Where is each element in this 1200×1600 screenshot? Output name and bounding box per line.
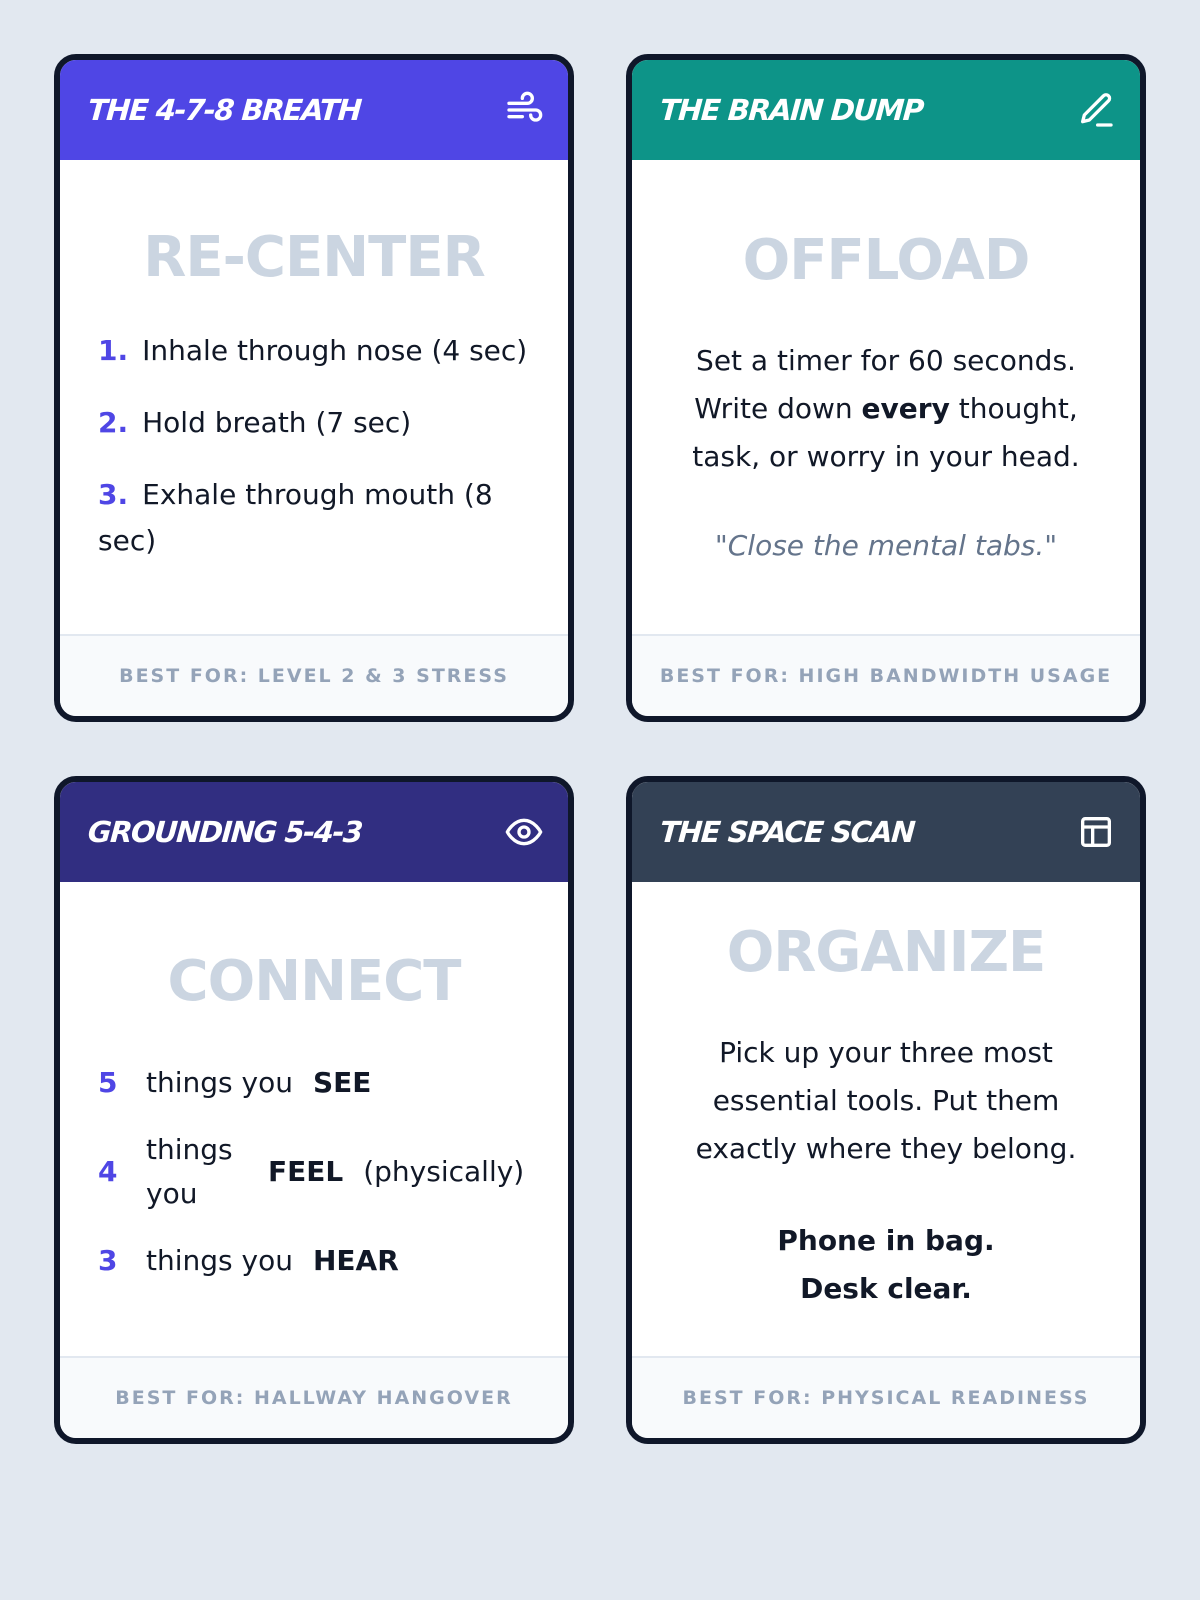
list-item: [98, 1238, 530, 1284]
big-word: RE-CENTER: [143, 225, 485, 290]
big-word: CONNECT: [167, 949, 461, 1014]
list-item: [98, 1060, 530, 1106]
card-title: THE SPACE SCAN: [658, 815, 916, 849]
sense-text: things you: [146, 1244, 293, 1277]
big-word: ORGANIZE: [726, 920, 1046, 985]
sense-number: 3: [98, 1244, 118, 1277]
steps-list: [98, 328, 530, 564]
sense-note: (physically): [363, 1155, 525, 1188]
instruction-text: Pick up your three most essential tools. Put them exactly where they belong.: [695, 1036, 1077, 1165]
card-space-scan: [626, 776, 1146, 1444]
quote-text: "Close the mental tabs.": [714, 528, 1058, 562]
emphasis-line: Desk clear.: [800, 1272, 972, 1305]
list-item: [98, 472, 530, 564]
pencil-icon: [1074, 88, 1118, 132]
wind-icon: [502, 88, 546, 132]
card-title: GROUNDING 5-4-3: [86, 815, 363, 849]
card-header: [60, 60, 568, 160]
card-title: THE BRAIN DUMP: [658, 93, 924, 127]
step-text: Exhale through mouth (8 sec): [98, 478, 493, 557]
big-word: OFFLOAD: [742, 227, 1030, 293]
card-grounding: [54, 776, 574, 1444]
step-number: 1.: [98, 334, 129, 367]
sense-keyword: HEAR: [312, 1244, 399, 1277]
emphasis-text: [777, 1217, 994, 1313]
instruction-text-start: Set a timer for 60 seconds. Write down: [694, 343, 1076, 425]
emphasis-line: Phone in bag.: [777, 1224, 995, 1257]
card-footer: BEST FOR: HALLWAY HANGOVER: [60, 1356, 568, 1438]
senses-list: [98, 1060, 530, 1284]
sense-number: 4: [98, 1155, 118, 1188]
step-number: 3.: [98, 478, 129, 511]
list-item: [98, 328, 530, 374]
card-breath: [54, 54, 574, 722]
card-header: [632, 60, 1140, 160]
layout-icon: [1074, 810, 1118, 854]
card-footer: BEST FOR: HIGH BANDWIDTH USAGE: [632, 634, 1140, 716]
sense-keyword: SEE: [312, 1066, 372, 1099]
card-brain-dump: [626, 54, 1146, 722]
card-header: [60, 782, 568, 882]
sense-keyword: FEEL: [268, 1155, 344, 1188]
card-title: THE 4-7-8 BREATH: [86, 93, 362, 127]
card-header: [632, 782, 1140, 882]
step-text: Inhale through nose (4 sec): [142, 334, 528, 367]
sense-text: things you: [146, 1066, 293, 1099]
card-body: [632, 882, 1140, 1356]
instruction-text-emphasis: every: [861, 391, 950, 425]
card-body: [60, 882, 568, 1356]
step-number: 2.: [98, 406, 129, 439]
list-item: [98, 400, 530, 446]
instruction-text: [670, 337, 1102, 481]
card-body: [632, 160, 1140, 634]
instruction-text-end: thought, task, or worry in your head.: [692, 391, 1080, 473]
card-footer: BEST FOR: PHYSICAL READINESS: [632, 1356, 1140, 1438]
sense-text: things you: [146, 1133, 233, 1210]
step-text: Hold breath (7 sec): [142, 406, 412, 439]
eye-icon: [502, 810, 546, 854]
list-item: [98, 1128, 530, 1216]
sense-number: 5: [98, 1066, 118, 1099]
technique-cards-grid: [54, 54, 1146, 1444]
card-body: [60, 160, 568, 634]
card-footer: BEST FOR: LEVEL 2 & 3 STRESS: [60, 634, 568, 716]
